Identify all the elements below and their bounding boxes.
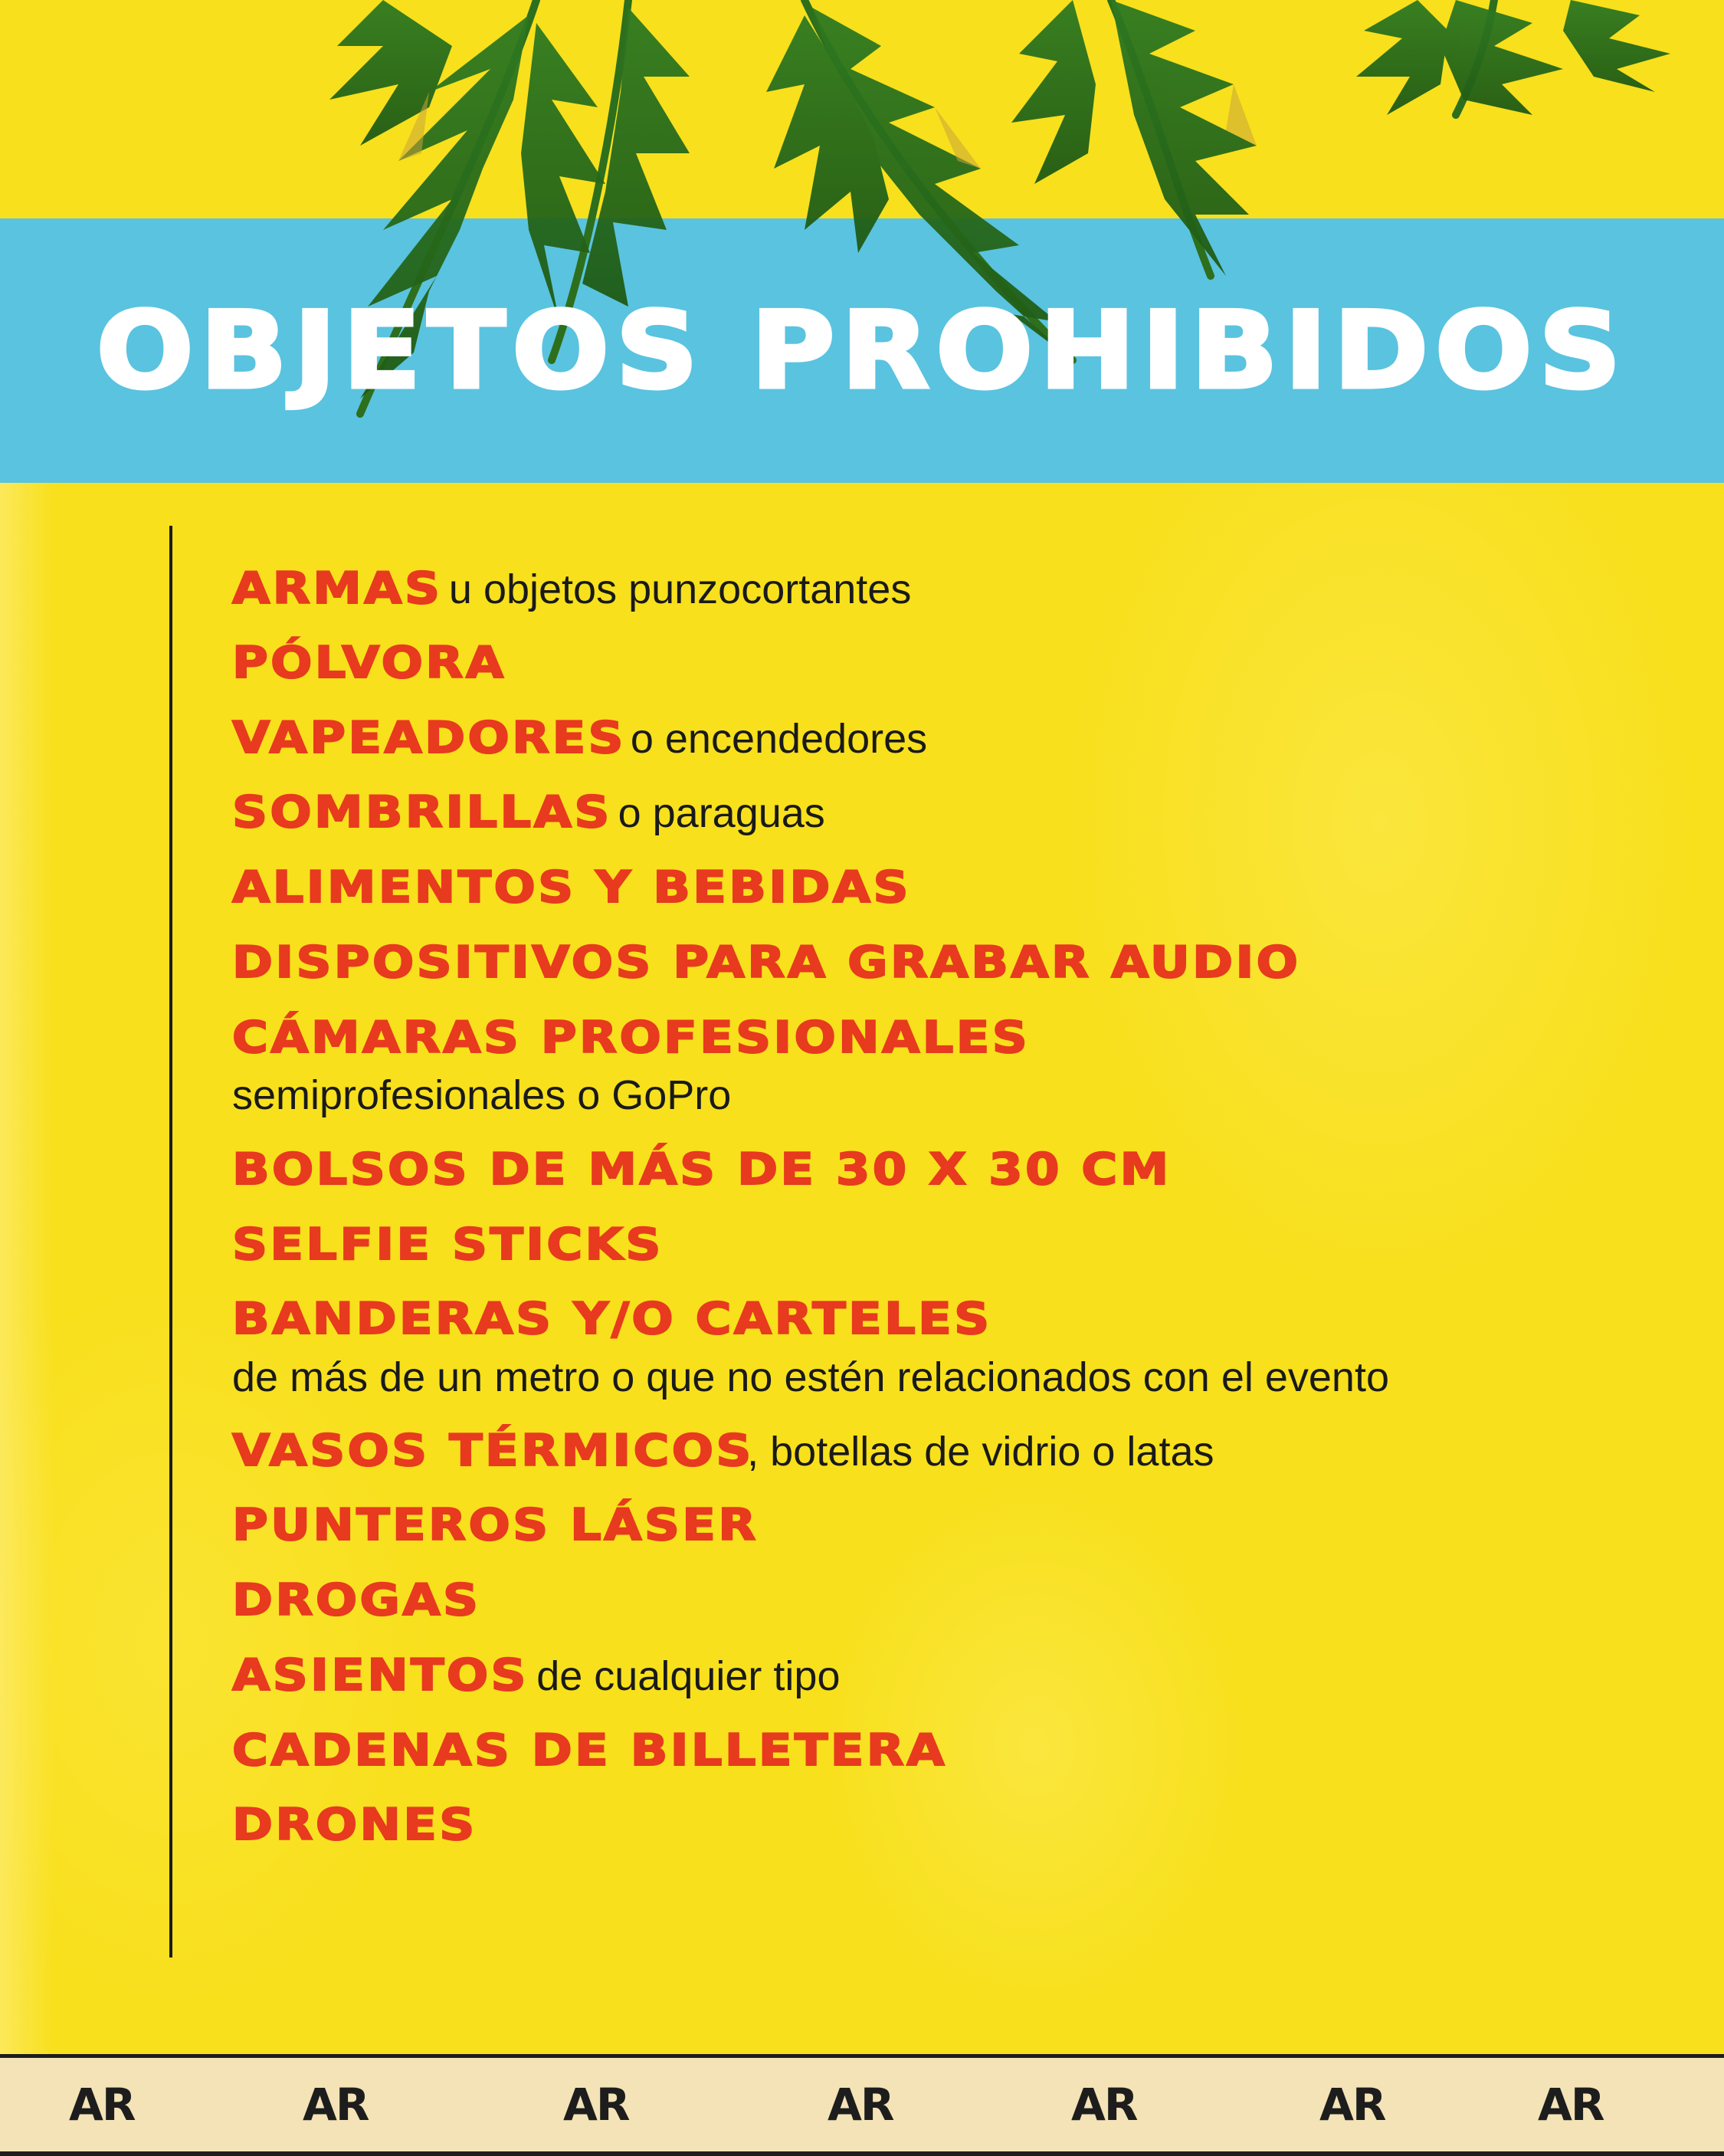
item-keyword: DISPOSITIVOS PARA GRABAR AUDIO (232, 937, 1301, 988)
item-description: o paraguas (606, 790, 825, 836)
item-description: , botellas de vidrio o latas (747, 1429, 1214, 1475)
item-description: o encendedores (618, 716, 928, 762)
item-description: semiprofesionales o GoPro (232, 1072, 732, 1118)
list-item (232, 1294, 992, 1344)
ar-logo: AR (563, 2079, 629, 2131)
item-keyword: DROGAS (232, 1575, 481, 1626)
list-item (232, 1072, 732, 1118)
item-keyword: CÁMARAS PROFESIONALES (232, 1012, 1031, 1063)
item-description: de cualquier tipo (525, 1653, 841, 1699)
item-keyword: PÓLVORA (232, 638, 506, 688)
list-item (232, 1725, 948, 1776)
item-description: de más de un metro o que no estén relacionados con el evento (232, 1354, 1389, 1400)
list-item (232, 1650, 841, 1701)
item-keyword: DRONES (232, 1800, 477, 1850)
item-keyword: VAPEADORES (232, 713, 626, 763)
ar-logo: AR (303, 2079, 369, 2131)
left-light-strip (0, 483, 54, 2054)
page-title: OBJETOS PROHIBIDOS (96, 289, 1628, 412)
list-item (232, 1144, 1172, 1195)
list-item (232, 638, 506, 688)
list-item (232, 1012, 1031, 1063)
item-keyword: SELFIE STICKS (232, 1219, 664, 1270)
list-item (232, 1575, 481, 1626)
item-keyword: PUNTEROS LÁSER (232, 1500, 759, 1551)
vertical-divider-line (169, 526, 172, 1957)
list-item (232, 1354, 1389, 1400)
item-keyword: ASIENTOS (232, 1650, 529, 1701)
list-item (232, 862, 911, 913)
ar-logo: AR (828, 2079, 893, 2131)
item-keyword: ALIMENTOS Y BEBIDAS (232, 862, 911, 913)
item-keyword: BANDERAS Y/O CARTELES (232, 1294, 992, 1344)
list-item (232, 937, 1301, 988)
item-keyword: SOMBRILLAS (232, 787, 612, 838)
item-description: u objetos punzocortantes (437, 566, 912, 612)
list-item (232, 1426, 1214, 1476)
footer-logo-strip (0, 2054, 1724, 2156)
ar-logo: AR (69, 2079, 135, 2131)
list-item (232, 563, 912, 614)
list-item (232, 1219, 664, 1270)
item-keyword: ARMAS (232, 563, 443, 614)
list-item (232, 1500, 759, 1551)
ar-logo: AR (1319, 2079, 1385, 2131)
ar-logo: AR (1538, 2079, 1604, 2131)
list-item (232, 1800, 477, 1850)
item-keyword: BOLSOS DE MÁS DE 30 X 30 CM (232, 1144, 1172, 1195)
list-item (232, 787, 825, 838)
list-item (232, 713, 928, 763)
item-keyword: CADENAS DE BILLETERA (232, 1725, 948, 1776)
ar-logo: AR (1071, 2079, 1137, 2131)
item-keyword: VASOS TÉRMICOS (232, 1426, 754, 1476)
